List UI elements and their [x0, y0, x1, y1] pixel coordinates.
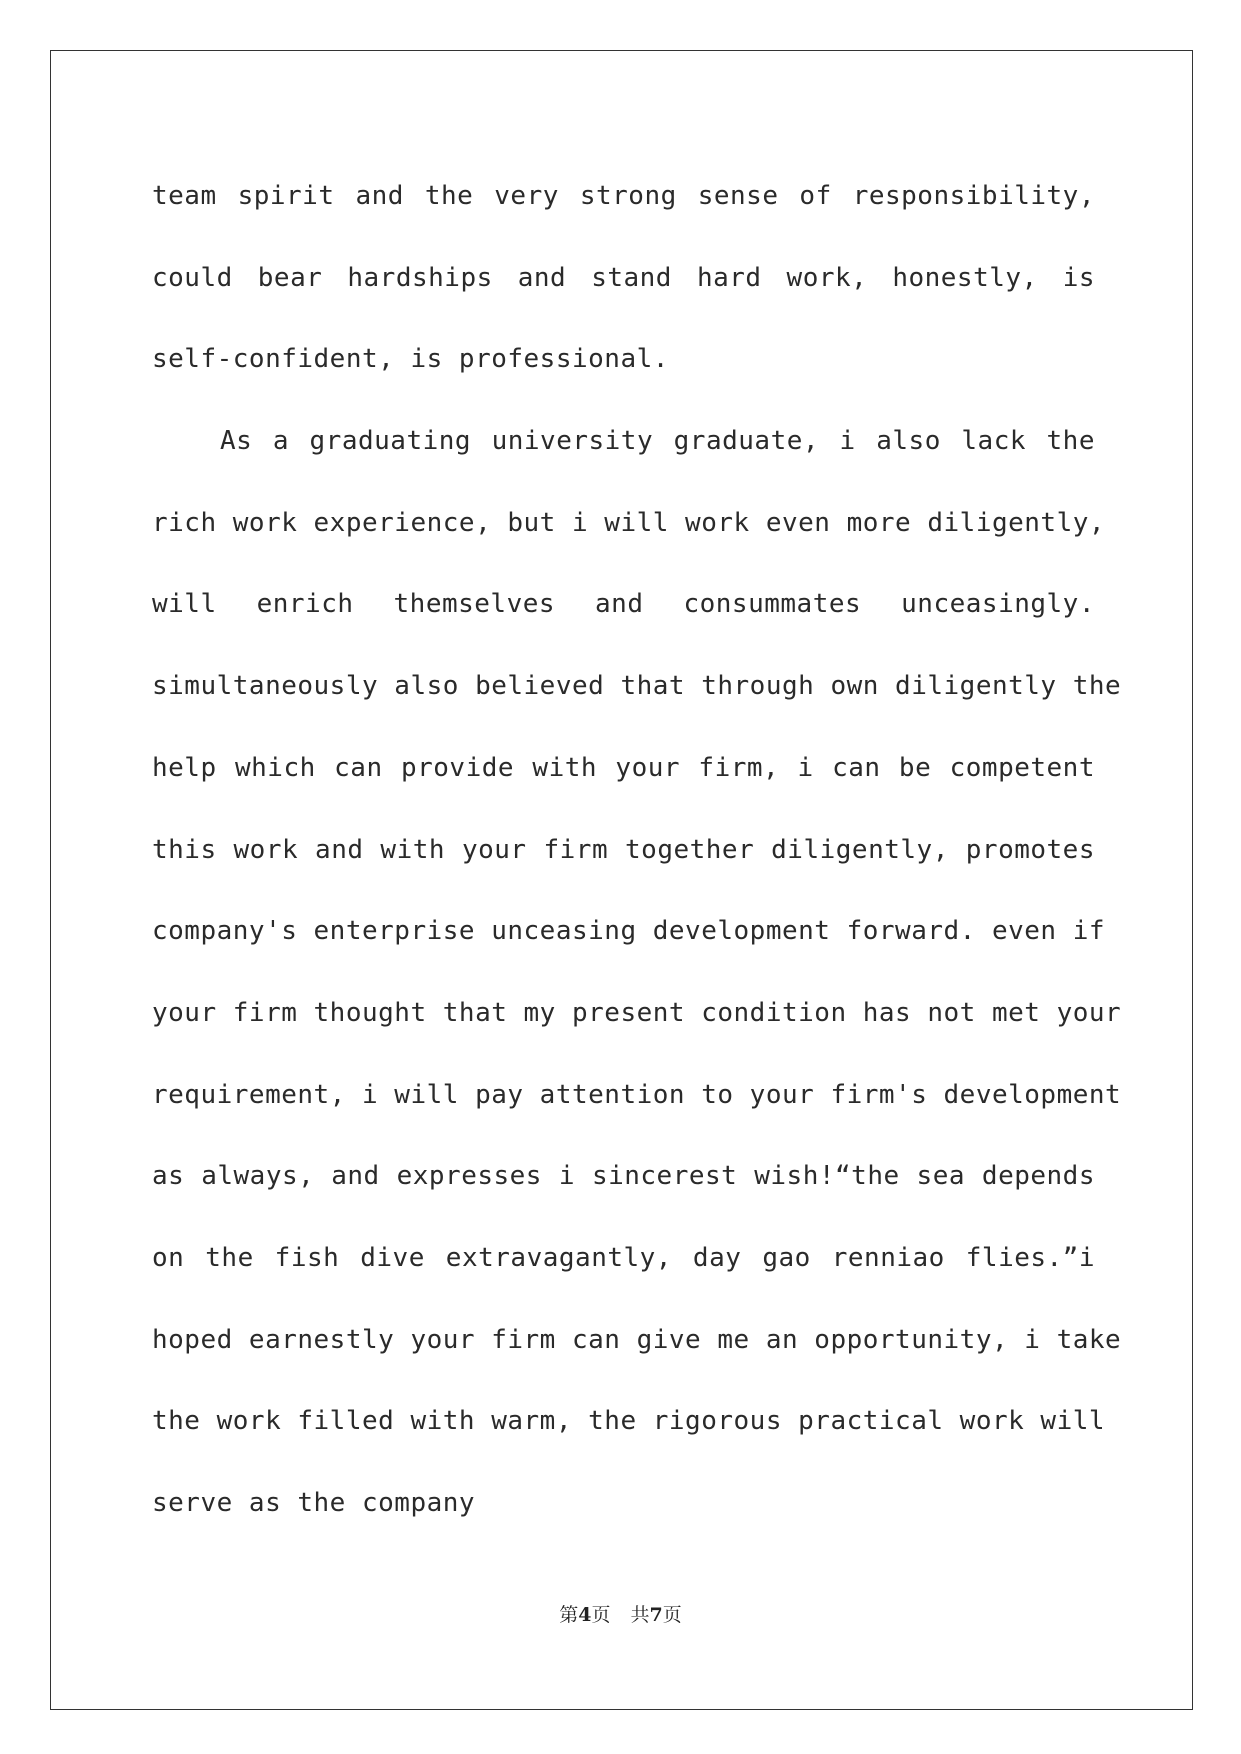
text-line: on the fish dive extravagantly, day gao renniao flies.”i [152, 1242, 1095, 1273]
current-page-number: 4 [578, 1604, 592, 1626]
footer-total-suffix: 页 [662, 1604, 682, 1626]
text-line: team spirit and the very strong sense of responsibility, [152, 181, 1095, 211]
footer-total-prefix: 共 [630, 1604, 650, 1626]
text-line: simultaneously also believed that through own diligently the [152, 671, 1122, 702]
text-line: self-confident, is professional. [152, 344, 669, 375]
text-line: the work filled with warm, the rigorous practical work will [152, 1406, 1106, 1437]
text-line: as always, and expresses i sincerest wish!“the sea depends [152, 1161, 1095, 1192]
text-line: could bear hardships and stand hard work, honestly, is [152, 262, 1095, 293]
total-pages-number: 7 [649, 1604, 663, 1626]
text-line: company's enterprise unceasing development forward. even if [152, 916, 1106, 947]
footer-prefix: 第 [559, 1604, 579, 1626]
text-line: your firm thought that my present condition has not met your [152, 997, 1122, 1028]
text-line: serve as the company [152, 1488, 476, 1518]
text-line: requirement, i will pay attention to your firm's development [152, 1079, 1122, 1110]
text-line: hoped earnestly your firm can give me an opportunity, i take [152, 1324, 1122, 1355]
text-line: will enrich themselves and consummates unceasingly. [152, 589, 1095, 620]
text-line: rich work experience, but i will work even more diligently, [152, 507, 1106, 538]
text-line: help which can provide with your firm, i can be competent [152, 752, 1095, 783]
text-line: As a graduating university graduate, i also lack the [220, 426, 1095, 457]
document-body [152, 156, 1122, 1545]
page-number-footer [0, 1600, 1241, 1627]
footer-page-suffix: 页 [591, 1604, 611, 1626]
text-line: this work and with your firm together diligently, promotes [152, 834, 1095, 865]
